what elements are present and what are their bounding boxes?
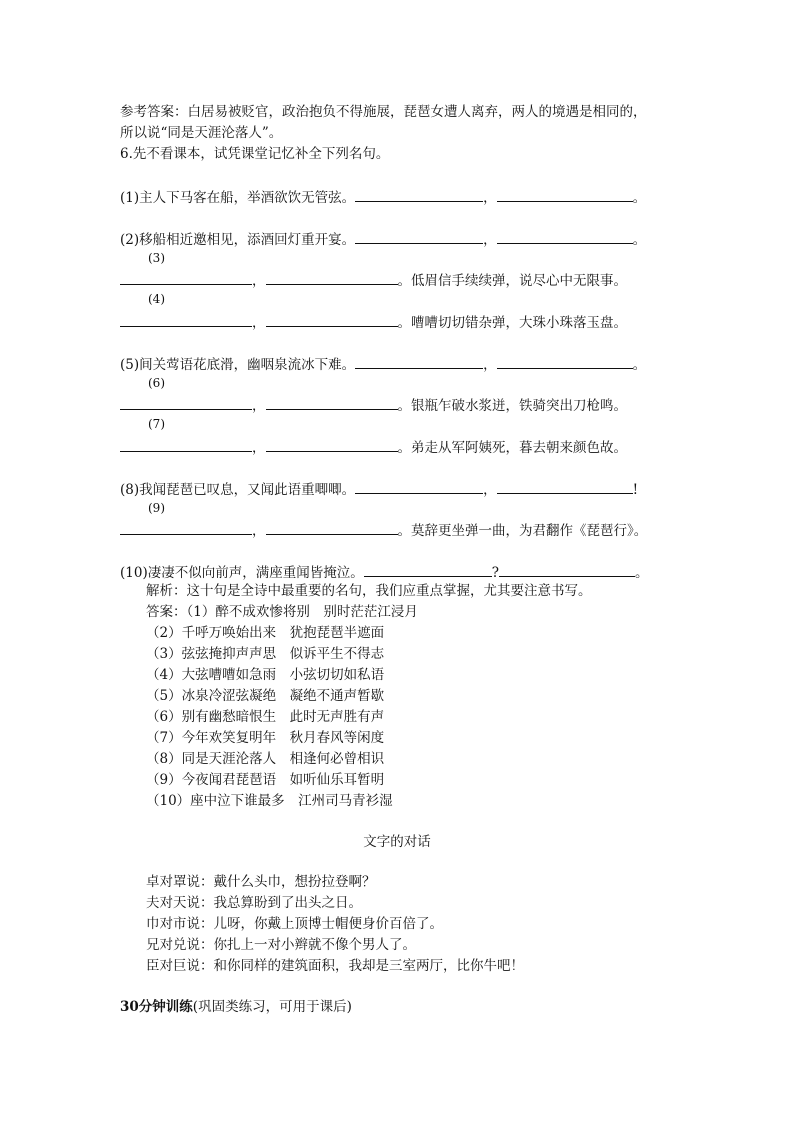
punct: ， (483, 482, 497, 498)
punct: ， (252, 315, 266, 331)
answer-blank[interactable] (120, 270, 252, 285)
q6-item-3-number: (3) (148, 251, 165, 265)
q6-item-6 (120, 395, 627, 415)
punct: ， (252, 523, 266, 539)
q6-item-7 (120, 437, 627, 457)
q6-item-10 (120, 562, 648, 582)
punct: 。 (634, 565, 649, 581)
answer-blank[interactable] (497, 354, 633, 369)
q6-item-8 (120, 479, 638, 499)
training-heading (120, 998, 352, 1016)
answer-blank[interactable] (355, 229, 483, 244)
ref-answer-line-2: 所以说“同是天涯沦落人”。 (120, 125, 283, 141)
q6-item-5 (120, 354, 646, 374)
q6-item-1-text: (1)主人下马客在船，举酒欲饮无管弦。 (120, 190, 356, 206)
q6-item-6-text: 。银瓶乍破水浆迸，铁骑突出刀枪鸣。 (397, 398, 627, 414)
answer-line: （4）大弦嘈嘈如急雨 小弦切切如私语 (146, 667, 385, 683)
answer-line: （2）千呼万唤始出来 犹抱琵琶半遮面 (146, 625, 385, 641)
answer-blank[interactable] (120, 520, 252, 535)
dialogue-line: 卓对罩说：戴什么头巾，想扮拉登啊？ (146, 874, 376, 890)
q6-item-4-text: 。嘈嘈切切错杂弹，大珠小珠落玉盘。 (397, 315, 627, 331)
q6-item-3 (120, 270, 627, 290)
q6-item-7-text: 。弟走从军阿姨死，暮去朝来颜色故。 (397, 440, 627, 456)
answer-blank[interactable] (355, 187, 483, 202)
answer-blank[interactable] (364, 562, 492, 577)
ref-answer-line-1: 参考答案：白居易被贬官，政治抱负不得施展，琵琶女遭人离弃，两人的境遇是相同的， (120, 104, 647, 120)
training-heading-bold: 30分钟训练 (120, 999, 193, 1015)
punct: ， (483, 357, 497, 373)
answer-line: （8）同是天涯沦落人 相逢何必曾相识 (146, 751, 385, 767)
answer-line: （9）今夜闻君琵琶语 如听仙乐耳暂明 (146, 772, 385, 788)
answer-blank[interactable] (120, 312, 252, 327)
answer-blank[interactable] (497, 479, 633, 494)
dialogue-line: 兄对兑说：你扎上一对小辫就不像个男人了。 (146, 937, 416, 953)
q6-item-6-number: (6) (148, 376, 165, 390)
answer-blank[interactable] (497, 187, 633, 202)
dialogue-line: 臣对巨说：和你同样的建筑面积，我却是三室两厅，比你牛吧！ (146, 958, 524, 974)
q6-item-2-text: (2)移船相近邀相见，添酒回灯重开宴。 (120, 232, 356, 248)
answer-line: （6）别有幽愁暗恨生 此时无声胜有声 (146, 709, 385, 725)
answer-blank[interactable] (266, 395, 398, 410)
answer-blank[interactable] (120, 437, 252, 452)
answer-blank[interactable] (499, 562, 635, 577)
answer-line: （5）冰泉冷涩弦凝绝 凝绝不通声暂歇 (146, 688, 385, 704)
q6-item-4-number: (4) (148, 292, 165, 306)
analysis-text: 解析：这十句是全诗中最重要的名句，我们应重点掌握，尤其要注意书写。 (146, 583, 592, 599)
dialogue-title: 文字的对话 (363, 834, 431, 850)
answer-line: （10）座中泣下谁最多 江州司马青衫湿 (146, 793, 393, 809)
answer-blank[interactable] (266, 270, 398, 285)
q6-prompt: 6.先不看课本，试凭课堂记忆补全下列名句。 (120, 146, 390, 162)
answer-line: （3）弦弦掩抑声声思 似诉平生不得志 (146, 646, 385, 662)
q6-item-9-text: 。莫辞更坐弹一曲，为君翻作《琵琶行》。 (397, 523, 648, 539)
punct: ? (491, 565, 499, 581)
answer-blank[interactable] (355, 354, 483, 369)
punct: ， (252, 273, 266, 289)
answer-blank[interactable] (120, 395, 252, 410)
dialogue-line: 夫对天说：我总算盼到了出头之日。 (146, 895, 362, 911)
punct: 。 (632, 357, 647, 373)
q6-item-4 (120, 312, 627, 332)
punct: ， (483, 190, 497, 206)
q6-item-9-number: (9) (148, 501, 165, 515)
punct: ， (483, 232, 497, 248)
q6-item-3-text: 。低眉信手续续弹，说尽心中无限事。 (397, 273, 627, 289)
punct: ! (632, 482, 639, 498)
punct: 。 (632, 232, 647, 248)
q6-item-8-text: (8)我闻琵琶已叹息，又闻此语重唧唧。 (120, 482, 356, 498)
answer-blank[interactable] (266, 312, 398, 327)
q6-item-9 (120, 520, 647, 540)
q6-item-5-text: (5)间关莺语花底滑，幽咽泉流冰下难。 (120, 357, 356, 373)
training-heading-note: (巩固类练习，可用于课后) (192, 999, 352, 1015)
q6-item-1 (120, 187, 646, 207)
answer-blank[interactable] (355, 479, 483, 494)
q6-item-10-text: (10)凄凄不似向前声，满座重闻皆掩泣。 (120, 565, 364, 581)
punct: ， (252, 440, 266, 456)
answer-blank[interactable] (497, 229, 633, 244)
q6-item-7-number: (7) (148, 417, 165, 431)
answer-line: （7）今年欢笑复明年 秋月春风等闲度 (146, 730, 385, 746)
dialogue-line: 巾对市说：儿呀，你戴上顶博士帽便身价百倍了。 (146, 916, 443, 932)
answer-blank[interactable] (266, 437, 398, 452)
answer-line: 答案：（1）醉不成欢惨将别 别时茫茫江浸月 (146, 604, 418, 620)
punct: 。 (632, 190, 647, 206)
q6-item-2 (120, 229, 646, 249)
punct: ， (252, 398, 266, 414)
answer-blank[interactable] (266, 520, 398, 535)
